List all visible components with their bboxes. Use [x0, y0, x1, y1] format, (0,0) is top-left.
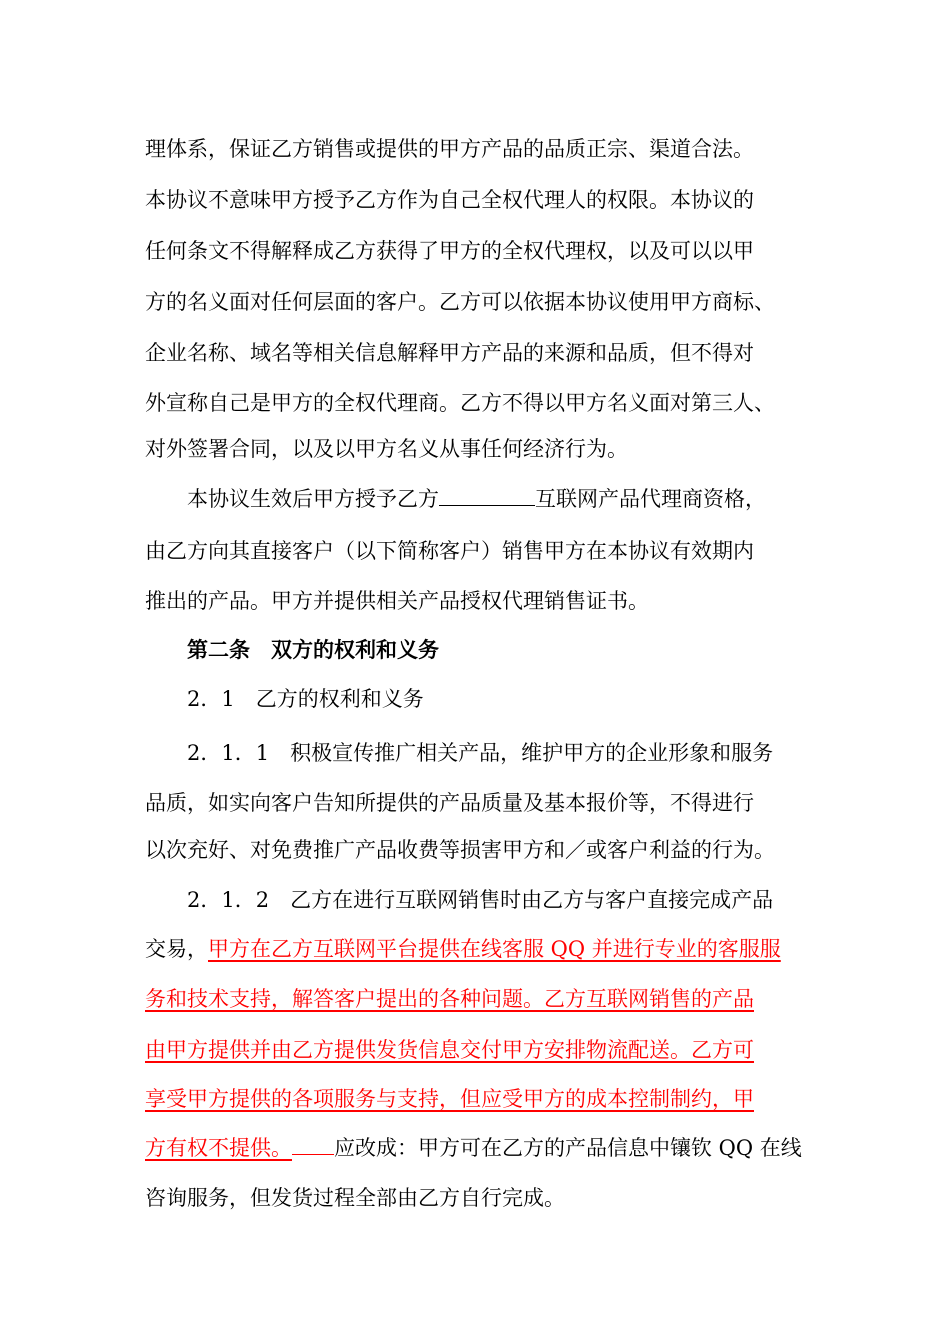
- grant-text-before: 本协议生效后甲方授予乙方: [187, 487, 439, 511]
- clause-212-line-1: 2．1．2 乙方在进行互联网销售时由乙方与客户直接完成产品: [187, 888, 774, 912]
- revision-comment: 应改成：甲方可在乙方的产品信息中镶钦 QQ 在线: [334, 1136, 802, 1160]
- revision-line-3: 务和技术支持，解答客户提出的各种问题。乙方互联网销售的产品: [145, 987, 754, 1011]
- section-heading: 2．1 乙方的权利和义务: [187, 687, 424, 711]
- revision-line-6-red: 方有权不提供。: [145, 1136, 292, 1160]
- body-line-7: 对外签署合同，以及以甲方名义从事任何经济行为。: [145, 437, 628, 461]
- revision-line-5: 享受甲方提供的各项服务与支持，但应受甲方的成本控制制约，甲: [145, 1087, 754, 1111]
- grant-paragraph-line-3: 推出的产品。甲方并提供相关产品授权代理销售证书。: [145, 589, 649, 613]
- body-line-4: 方的名义面对任何层面的客户。乙方可以依据本协议使用甲方商标、: [145, 290, 775, 314]
- body-line-6: 外宣称自己是甲方的全权代理商。乙方不得以甲方名义面对第三人、: [145, 391, 775, 415]
- grant-paragraph-line-2: 由乙方向其直接客户（以下简称客户）销售甲方在本协议有效期内: [145, 539, 754, 563]
- clause-212-line-2: [145, 935, 781, 963]
- body-line-2: 本协议不意味甲方授予乙方作为自己全权代理人的权限。本协议的: [145, 188, 754, 212]
- revision-line-4: 由甲方提供并由乙方提供发货信息交付甲方安排物流配送。乙方可: [145, 1038, 754, 1062]
- body-line-3: 任何条文不得解释成乙方获得了甲方的全权代理权，以及可以以甲: [145, 239, 754, 263]
- clause-212-line-6: [145, 1134, 802, 1162]
- body-line-5: 企业名称、域名等相关信息解释甲方产品的来源和品质，但不得对: [145, 341, 754, 365]
- clause-211-line-2: 品质，如实向客户告知所提供的产品质量及基本报价等，不得进行: [145, 791, 754, 815]
- body-line-1: 理体系，保证乙方销售或提供的甲方产品的品质正宗、渠道合法。: [145, 137, 754, 161]
- revision-underline-gap: [292, 1134, 334, 1155]
- clause-212-text: 交易，: [145, 937, 208, 961]
- clause-211-line-3: 以次充好、对免费推广产品收费等损害甲方和／或客户利益的行为。: [145, 838, 775, 862]
- revision-deleted-text: 甲方在乙方互联网平台提供在线客服 QQ 并进行专业的客服服: [208, 937, 781, 961]
- grant-text-after: 互联网产品代理商资格，: [535, 487, 766, 511]
- clause-212-line-7: 咨询服务，但发货过程全部由乙方自行完成。: [145, 1186, 565, 1210]
- fill-in-blank[interactable]: [439, 485, 535, 506]
- grant-paragraph-line-1: [187, 485, 766, 513]
- clause-211-line-1: 2．1．1 积极宣传推广相关产品，维护甲方的企业形象和服务: [187, 741, 774, 765]
- article-heading: 第二条 双方的权利和义务: [187, 637, 439, 662]
